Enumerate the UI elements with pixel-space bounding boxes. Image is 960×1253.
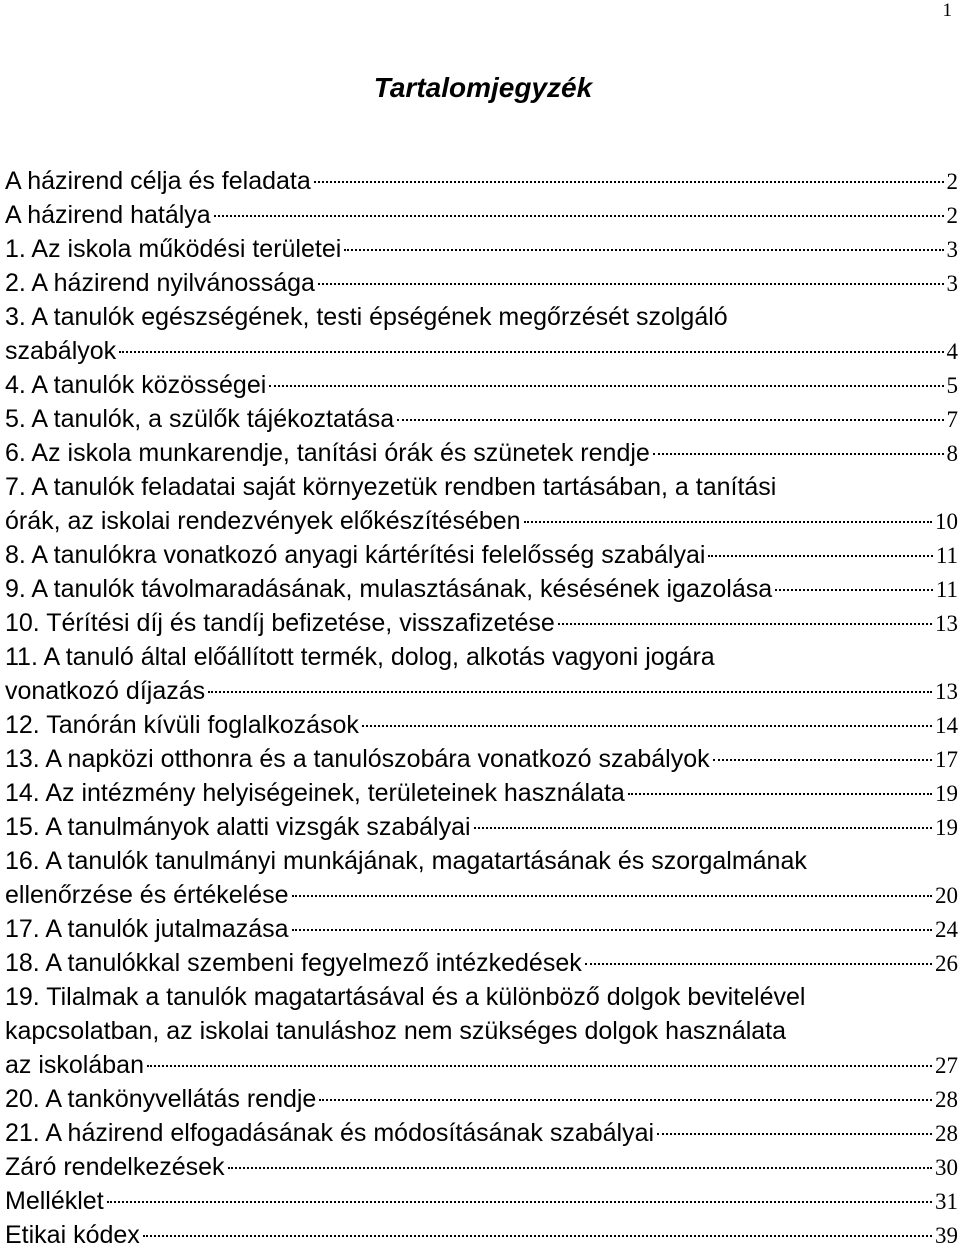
- toc-entry-label: szabályok: [5, 337, 117, 365]
- toc-entry-page-number: 3: [946, 271, 958, 296]
- toc-entry[interactable]: [5, 640, 958, 708]
- toc-entry[interactable]: [5, 1082, 958, 1116]
- toc-entry[interactable]: [5, 708, 958, 742]
- toc-entry-label: 12. Tanórán kívüli foglalkozások: [5, 711, 359, 739]
- toc-entry-page-number: 39: [935, 1223, 958, 1248]
- toc-entry-label-line: kapcsolatban, az iskolai tanuláshoz nem szükséges dolgok használata: [5, 1017, 787, 1045]
- toc-entry[interactable]: [5, 164, 958, 198]
- toc-entry-page-number: 11: [935, 543, 958, 568]
- toc-entry-label: az iskolában: [5, 1051, 144, 1079]
- toc-entry[interactable]: [5, 198, 958, 232]
- toc-entry-label: 8. A tanulókra vonatkozó anyagi kártérítési felelősség szabályai: [5, 541, 706, 569]
- toc-entry[interactable]: [5, 1116, 958, 1150]
- toc-entry-label: 5. A tanulók, a szülők tájékoztatása: [5, 405, 395, 433]
- toc-entry-page-number: 20: [935, 883, 958, 908]
- toc-entry-label: Etikai kódex: [5, 1221, 140, 1249]
- dot-leader: [653, 453, 944, 455]
- dot-leader: [119, 351, 943, 353]
- toc-entry-label: 20. A tankönyvellátás rendje: [5, 1085, 317, 1113]
- toc-entry-page-number: 19: [935, 781, 958, 806]
- dot-leader: [708, 555, 932, 557]
- toc-entry-page-number: 10: [935, 509, 958, 534]
- toc-entry[interactable]: [5, 402, 958, 436]
- dot-leader: [775, 589, 933, 591]
- dot-leader: [362, 725, 932, 727]
- toc-entry-label: A házirend hatálya: [5, 201, 211, 229]
- toc-entry-label: 18. A tanulókkal szembeni fegyelmező intézkedések: [5, 949, 582, 977]
- toc-entry[interactable]: [5, 436, 958, 470]
- toc-entry[interactable]: [5, 470, 958, 538]
- table-of-contents: [5, 164, 958, 1252]
- toc-entry-page-number: 11: [935, 577, 958, 602]
- toc-entry-page-number: 19: [935, 815, 958, 840]
- toc-entry[interactable]: [5, 776, 958, 810]
- toc-entry-label: 4. A tanulók közösségei: [5, 371, 267, 399]
- toc-entry[interactable]: [5, 810, 958, 844]
- toc-entry-label: 21. A házirend elfogadásának és módosításának szabályai: [5, 1119, 655, 1147]
- dot-leader: [397, 419, 943, 421]
- toc-entry-page-number: 13: [935, 611, 958, 636]
- toc-entry-label: vonatkozó díjazás: [5, 677, 206, 705]
- toc-entry-label: 9. A tanulók távolmaradásának, mulasztásának, késésének igazolása: [5, 575, 773, 603]
- dot-leader: [143, 1235, 932, 1237]
- toc-entry-label-line: 19. Tilalmak a tanulók magatartásával és a különböző dolgok bevitelével: [5, 983, 806, 1011]
- dot-leader: [208, 691, 932, 693]
- toc-entry[interactable]: [5, 538, 958, 572]
- dot-leader: [107, 1201, 932, 1203]
- dot-leader: [214, 215, 944, 217]
- toc-entry-label: A házirend célja és feladata: [5, 167, 311, 195]
- dot-leader: [524, 521, 932, 523]
- dot-leader: [292, 929, 932, 931]
- dot-leader: [558, 623, 932, 625]
- toc-entry-page-number: 28: [935, 1087, 958, 1112]
- toc-entry-label: 14. Az intézmény helyiségeinek, területeinek használata: [5, 779, 625, 807]
- toc-entry[interactable]: [5, 606, 958, 640]
- toc-entry-page-number: 2: [946, 203, 958, 228]
- toc-entry-page-number: 2: [946, 169, 958, 194]
- toc-title: Tartalomjegyzék: [373, 72, 593, 103]
- dot-leader: [318, 283, 944, 285]
- toc-entry[interactable]: [5, 946, 958, 980]
- toc-entry-label: Melléklet: [5, 1187, 104, 1215]
- toc-entry-page-number: 14: [935, 713, 958, 738]
- toc-entry-page-number: 5: [946, 373, 958, 398]
- toc-entry-page-number: 17: [935, 747, 958, 772]
- toc-entry-label: ellenőrzése és értékelése: [5, 881, 289, 909]
- toc-entry-label-line: 16. A tanulók tanulmányi munkájának, magatartásának és szorgalmának: [5, 847, 807, 875]
- toc-entry[interactable]: [5, 1218, 958, 1252]
- toc-entry[interactable]: [5, 1184, 958, 1218]
- page-number: 1: [942, 0, 952, 21]
- dot-leader: [292, 895, 933, 897]
- toc-entry-label-line: 7. A tanulók feladatai saját környezetük rendben tartásában, a tanítási: [5, 473, 777, 501]
- toc-entry-label: Záró rendelkezések: [5, 1153, 225, 1181]
- toc-entry-page-number: 13: [935, 679, 958, 704]
- toc-entry-label-line: 11. A tanuló által előállított termék, dolog, alkotás vagyoni jogára: [5, 643, 715, 671]
- toc-entry-page-number: 26: [935, 951, 958, 976]
- toc-entry-label: 10. Térítési díj és tandíj befizetése, visszafizetése: [5, 609, 555, 637]
- dot-leader: [585, 963, 932, 965]
- toc-entry[interactable]: [5, 980, 958, 1082]
- toc-entry-page-number: 8: [946, 441, 958, 466]
- toc-entry-label-line: 3. A tanulók egészségének, testi épségének megőrzését szolgáló: [5, 303, 728, 331]
- dot-leader: [628, 793, 932, 795]
- toc-entry[interactable]: [5, 572, 958, 606]
- toc-entry[interactable]: [5, 232, 958, 266]
- toc-entry-page-number: 28: [935, 1121, 958, 1146]
- toc-entry[interactable]: [5, 1150, 958, 1184]
- toc-entry-label: 2. A házirend nyilvánossága: [5, 269, 315, 297]
- dot-leader: [474, 827, 932, 829]
- toc-entry-page-number: 7: [946, 407, 958, 432]
- toc-entry-label: órák, az iskolai rendezvények előkészítésében: [5, 507, 521, 535]
- toc-entry[interactable]: [5, 368, 958, 402]
- toc-entry-page-number: 3: [946, 237, 958, 262]
- dot-leader: [319, 1099, 932, 1101]
- toc-entry-label: 15. A tanulmányok alatti vizsgák szabályai: [5, 813, 471, 841]
- toc-entry-page-number: 30: [935, 1155, 958, 1180]
- toc-entry-page-number: 4: [946, 339, 958, 364]
- dot-leader: [344, 249, 943, 251]
- dot-leader: [657, 1133, 932, 1135]
- toc-entry-label: 17. A tanulók jutalmazása: [5, 915, 289, 943]
- dot-leader: [713, 759, 932, 761]
- dot-leader: [147, 1065, 932, 1067]
- toc-entry-page-number: 27: [935, 1053, 958, 1078]
- toc-entry[interactable]: [5, 300, 958, 368]
- dot-leader: [269, 385, 943, 387]
- toc-entry[interactable]: [5, 266, 958, 300]
- dot-leader: [228, 1167, 932, 1169]
- toc-entry[interactable]: [5, 912, 958, 946]
- toc-entry[interactable]: [5, 742, 958, 776]
- toc-entry[interactable]: [5, 844, 958, 912]
- toc-entry-page-number: 31: [935, 1189, 958, 1214]
- dot-leader: [314, 181, 944, 183]
- toc-entry-label: 1. Az iskola működési területei: [5, 235, 342, 263]
- toc-entry-label: 6. Az iskola munkarendje, tanítási órák és szünetek rendje: [5, 439, 650, 467]
- toc-entry-label: 13. A napközi otthonra és a tanulószobára vonatkozó szabályok: [5, 745, 710, 773]
- toc-entry-page-number: 24: [935, 917, 958, 942]
